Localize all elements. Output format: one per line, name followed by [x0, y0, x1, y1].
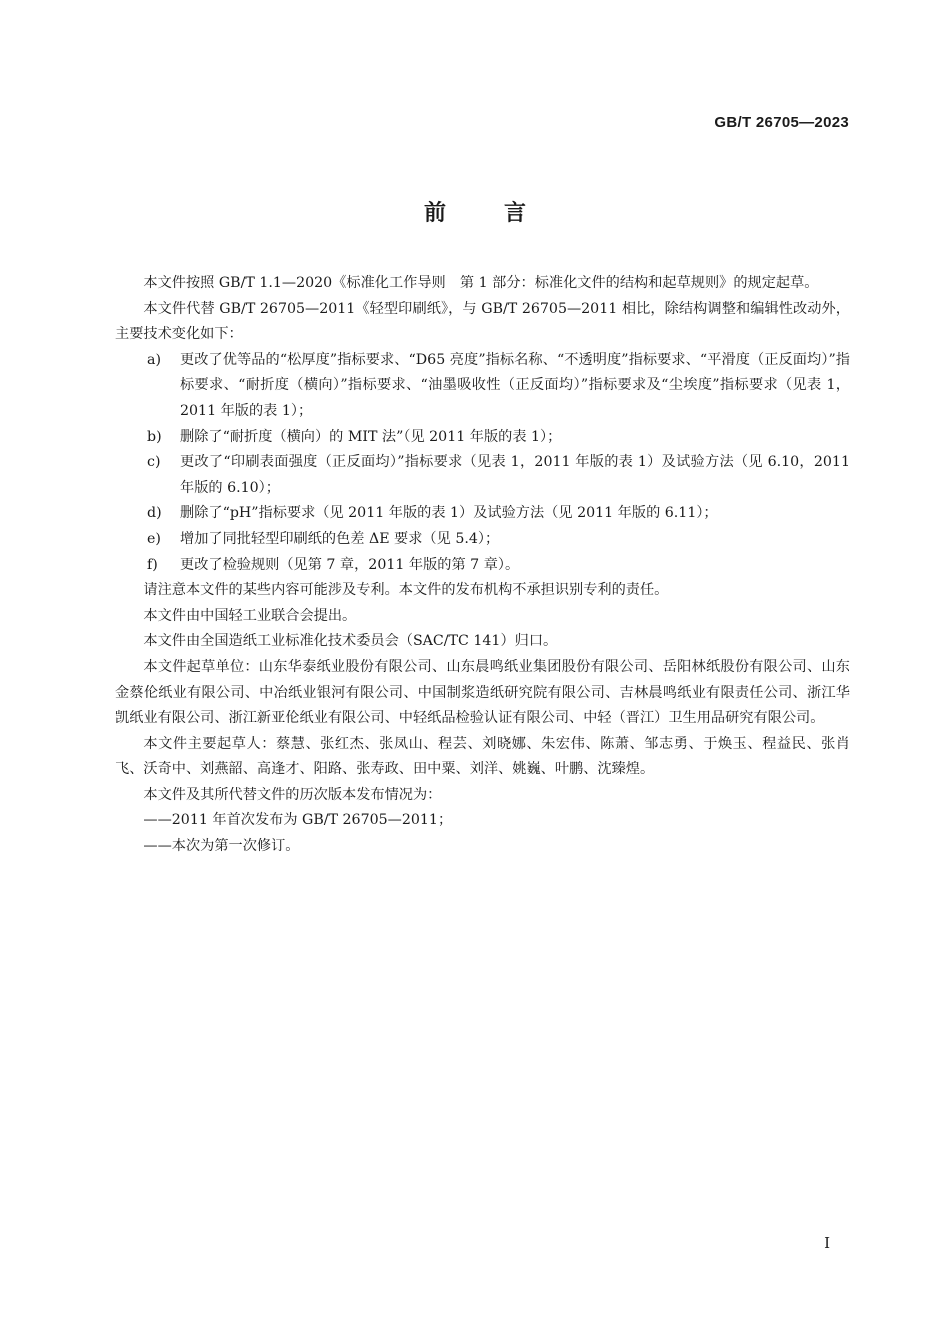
- paragraph-replacement: 本文件代替 GB/T 26705—2011《轻型印刷纸》，与 GB/T 26705—2011 相比，除结构调整和编辑性改动外，主要技术变化如下：: [115, 300, 850, 343]
- paragraph-drafting-units: 本文件起草单位：山东华泰纸业股份有限公司、山东晨鸣纸业集团股份有限公司、岳阳林纸股份有限公司、山东金蔡伦纸业有限公司、中冶纸业银河有限公司、中国制浆造纸研究院有限公司、吉林晨鸣纸业有限责任公司、浙江华凯纸业有限公司、浙江新亚伦纸业有限公司、中轻纸品检验认证有限公司、中轻（晋江）卫生用品研究有限公司。: [115, 658, 850, 727]
- list-item-label: a): [147, 351, 161, 368]
- list-item-text: 更改了优等品的“松厚度”指标要求、“D65 亮度”指标名称、“不透明度”指标要求、“平滑度（正反面均）”指标要求、“耐折度（横向）”指标要求、“油墨吸收性（正反面均）”指标要求及“尘埃度”指标要求（见表 1，2011 年版的表 1）；: [180, 351, 850, 419]
- list-item: [115, 501, 850, 527]
- list-item: [115, 450, 850, 501]
- paragraph-committee: 本文件由全国造纸工业标准化技术委员会（SAC/TC 141）归口。: [143, 633, 558, 650]
- page-number: I: [824, 1234, 830, 1252]
- list-item: [115, 348, 850, 425]
- list-item-label: f): [147, 556, 158, 573]
- list-item: [115, 425, 850, 451]
- change-list: [115, 348, 850, 578]
- paragraph-proposer: 本文件由中国轻工业联合会提出。: [143, 607, 357, 624]
- paragraph-drafting-rules: 本文件按照 GB/T 1.1—2020《标准化工作导则 第 1 部分：标准化文件的结构和起草规则》的规定起草。: [143, 275, 819, 291]
- paragraph-drafters: 本文件主要起草人：蔡慧、张红杰、张凤山、程芸、刘晓娜、朱宏伟、陈萧、邹志勇、于焕玉、程益民、张肖飞、沃奇中、刘燕韶、高逢才、阳路、张寿政、田中粟、刘洋、姚巍、叶鹏、沈臻煌。: [115, 735, 850, 778]
- history-item: ——本次为第一次修订。: [143, 838, 300, 855]
- list-item: [115, 527, 850, 553]
- list-item-label: c): [147, 454, 161, 471]
- paragraph-history-intro: 本文件及其所代替文件的历次版本发布情况为：: [143, 786, 442, 803]
- list-item-label: b): [147, 428, 162, 445]
- paragraph-patent-notice: 请注意本文件的某些内容可能涉及专利。本文件的发布机构不承担识别专利的责任。: [143, 582, 669, 599]
- list-item-text: 增加了同批轻型印刷纸的色差 ΔE 要求（见 5.4）；: [180, 530, 500, 547]
- list-item-text: 更改了检验规则（见第 7 章，2011 年版的第 7 章）。: [180, 556, 520, 573]
- list-item: [115, 553, 850, 579]
- document-body: [115, 271, 850, 860]
- page-title: 前言: [423, 201, 584, 226]
- list-item-text: 删除了“pH”指标要求（见 2011 年版的表 1）及试验方法（见 2011 年版的 6.11）；: [180, 505, 718, 522]
- history-item: ——2011 年首次发布为 GB/T 26705—2011；: [143, 812, 453, 829]
- standard-code: GB/T 26705—2023: [714, 114, 849, 131]
- list-item-label: d): [147, 505, 162, 522]
- list-item-text: 删除了“耐折度（横向）的 MIT 法”（见 2011 年版的表 1）；: [180, 428, 562, 445]
- list-item-label: e): [147, 530, 161, 547]
- list-item-text: 更改了“印刷表面强度（正反面均）”指标要求（见表 1，2011 年版的表 1）及试验方法（见 6.10，2011 年版的 6.10）；: [180, 454, 850, 496]
